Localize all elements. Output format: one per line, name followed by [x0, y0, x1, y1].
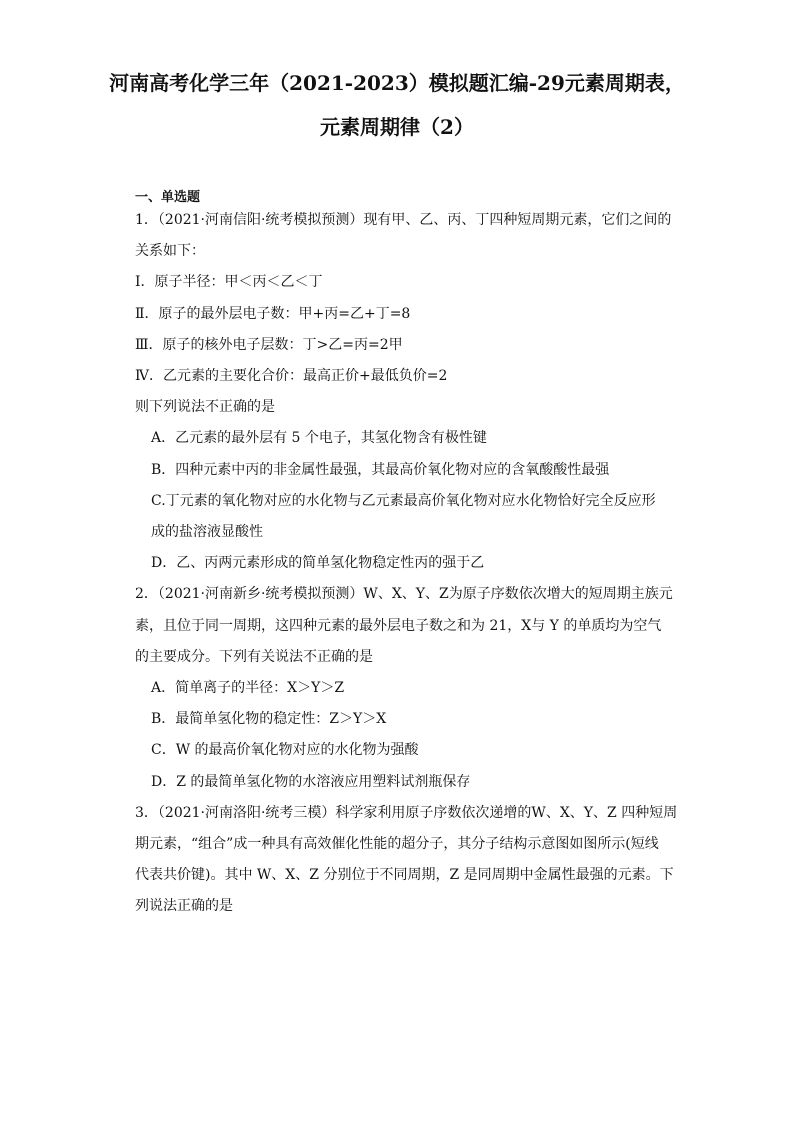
- question-text-line: 的主要成分。下列有关说法不正确的是: [135, 648, 373, 665]
- answer-option: A．简单离子的半径：X＞Y＞Z: [151, 680, 345, 697]
- answer-option: D．乙、丙两元素形成的简单氢化物稳定性丙的强于乙: [151, 555, 485, 572]
- answer-option: B．四种元素中丙的非金属性最强，其最高价氧化物对应的含氧酸酸性最强: [151, 461, 610, 478]
- answer-option: B．最简单氢化物的稳定性：Z＞Y＞X: [151, 711, 387, 728]
- document-title-line-2: 元素周期律（2）: [320, 115, 474, 139]
- section-heading: 一、单选题: [135, 190, 201, 205]
- question-text-line: 素，且位于同一周期，这四种元素的最外层电子数之和为 21，X与 Y 的单质均为空气: [135, 617, 662, 634]
- question-text-line: 代表共价键)。其中 W、X、Z 分别位于不同周期，Z 是同周期中金属性最强的元素。下: [135, 867, 674, 884]
- question-text-line: 2．（2021·河南新乡·统考模拟预测）W、X、Y、Z为原子序数依次增大的短周期主族元: [135, 586, 673, 603]
- question-content: [135, 205, 678, 923]
- question-text-line: Ⅱ．原子的最外层电子数：甲+丙=乙+丁=8: [135, 305, 411, 322]
- question-text-line: Ⅳ．乙元素的主要化合价：最高正价+最低负价=2: [135, 368, 448, 385]
- question-text-line: 列说法正确的是: [135, 898, 233, 915]
- document-title-line-1: 河南高考化学三年（2021-2023）模拟题汇编-29元素周期表，: [109, 71, 685, 95]
- answer-option: A．乙元素的最外层有 5 个电子，其氢化物含有极性键: [151, 430, 487, 447]
- question-text-line: 3．（2021·河南洛阳·统考三模）科学家利用原子序数依次递增的W、X、Y、Z 四种短周: [135, 804, 678, 821]
- answer-option: D．Z 的最简单氢化物的水溶液应用塑料试剂瓶保存: [151, 773, 471, 790]
- question-text-line: 成的盐溶液显酸性: [151, 524, 263, 541]
- answer-option: C．W 的最高价氧化物对应的水化物为强酸: [151, 742, 419, 759]
- question-text-line: Ⅰ．原子半径：甲＜丙＜乙＜丁: [135, 274, 323, 291]
- question-text-line: Ⅲ．原子的核外电子层数：丁>乙=丙=2甲: [135, 336, 403, 353]
- question-text-line: 关系如下：: [135, 243, 205, 260]
- answer-option: C.丁元素的氧化物对应的水化物与乙元素最高价氧化物对应水化物恰好完全反应形: [151, 492, 656, 509]
- question-text-line: 则下列说法不正确的是: [135, 399, 275, 416]
- question-text-line: 1．（2021·河南信阳·统考模拟预测）现有甲、乙、丙、丁四种短周期元素，它们之间的: [135, 212, 672, 228]
- question-text-line: 期元素，“组合”成一种具有高效催化性能的超分子，其分子结构示意图如图所示(短线: [135, 836, 659, 853]
